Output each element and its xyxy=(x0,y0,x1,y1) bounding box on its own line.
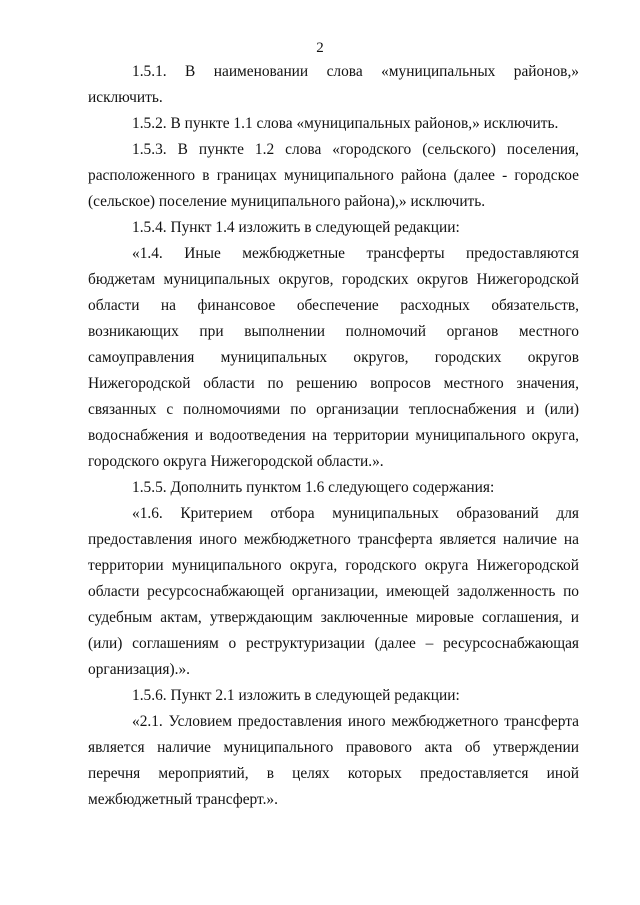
paragraph-1-6-text: «1.6. Критерием отбора муниципальных образований для предоставления иного межбюджетного трансферта является наличие на территории муниципального округа, городского округа Нижегородской области ресурсоснабжающей организации, имеющей задолженность по судебным актам, утверждающим заключенные мировые соглашения, и (или) соглашениям о реструктуризации (далее – ресурсоснабжающая организация).». xyxy=(88,505,579,678)
paragraph-1-5-4: 1.5.4. Пункт 1.4 изложить в следующей редакции: xyxy=(132,219,460,236)
paragraph-2-1-text: «2.1. Условием предоставления иного межбюджетного трансферта является наличие муниципального правового акта об утверждении перечня мероприятий, в целях которых предоставляется иной межбюджетный трансферт.». xyxy=(88,713,579,808)
paragraph-1-4-text: «1.4. Иные межбюджетные трансферты предоставляются бюджетам муниципальных округов, городских округов Нижегородской области на финансовое обеспечение расходных обязательств, возникающих при выполнении полномочий органов местного самоуправления муниципальных округов, городских округов Нижегородской области по решению вопросов местного значения, связанных с полномочиями по организации теплоснабжения и (или) водоснабжения и водоотведения на территории муниципального округа, городского округа Нижегородской области.». xyxy=(88,245,579,470)
paragraph-1-5-1: 1.5.1. В наименовании слова «муниципальных районов,» исключить. xyxy=(88,63,579,106)
document-body xyxy=(88,59,579,813)
paragraph-1-5-5: 1.5.5. Дополнить пунктом 1.6 следующего содержания: xyxy=(132,479,495,496)
paragraph-1-5-6: 1.5.6. Пункт 2.1 изложить в следующей редакции: xyxy=(132,687,460,704)
paragraph-1-5-3: 1.5.3. В пункте 1.2 слова «городского (сельского) поселения, расположенного в границах муниципального района (далее - городское (сельское) поселение муниципального района),» исключить. xyxy=(88,141,579,210)
paragraph-1-5-2: 1.5.2. В пункте 1.1 слова «муниципальных районов,» исключить. xyxy=(132,115,559,132)
page-number: 2 xyxy=(316,40,324,56)
